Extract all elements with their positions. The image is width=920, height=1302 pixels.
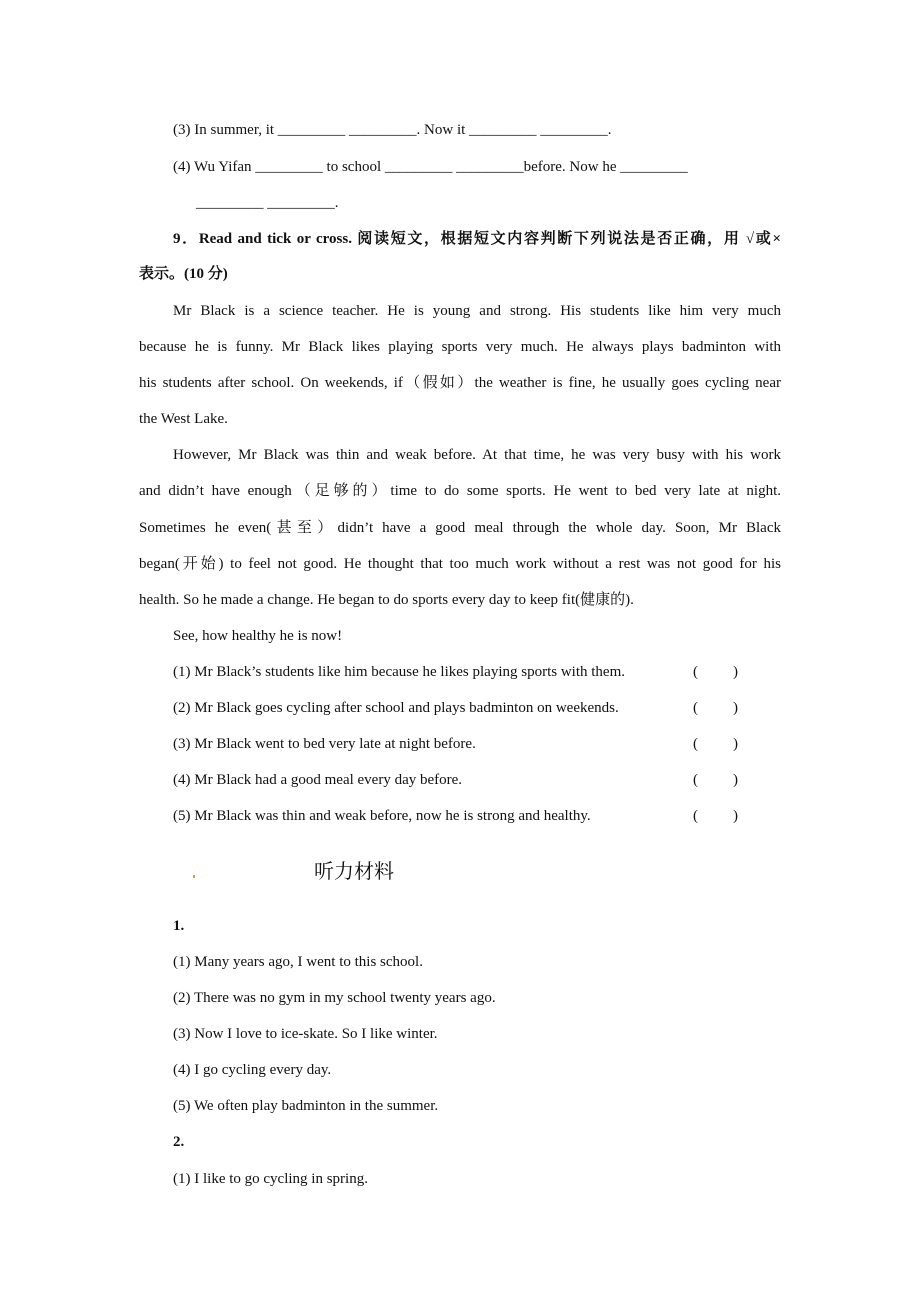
answer-blank-3[interactable] xyxy=(693,734,738,754)
fill-in-line-4-cont: _________ _________. xyxy=(196,195,339,211)
paren-close: ) xyxy=(733,700,738,716)
passage-line: Sometimes he even(甚至）didn’t have a good meal through the whole day. Soon, Mr Black xyxy=(139,520,781,536)
statement-2: (2) Mr Black goes cycling after school and plays badminton on weekends. xyxy=(173,700,619,716)
passage-line: However, Mr Black was thin and weak before. At that time, he was very busy with his work xyxy=(173,447,781,463)
passage-line: and didn’t have enough（足够的）time to do some sports. He went to bed very late at night. xyxy=(139,483,781,499)
passage-line: because he is funny. Mr Black likes playing sports very much. He always plays badminton with xyxy=(139,339,781,355)
paren-close: ) xyxy=(733,808,738,824)
paren-close: ) xyxy=(733,736,738,752)
paren-close: ) xyxy=(733,664,738,680)
question-9-heading-cont: 表示。(10 分) xyxy=(139,266,228,282)
answer-blank-2[interactable] xyxy=(693,698,738,718)
paren-open: ( xyxy=(693,664,698,680)
answer-blank-5[interactable] xyxy=(693,806,738,826)
paren-open: ( xyxy=(693,736,698,752)
answer-blank-1[interactable] xyxy=(693,662,738,682)
paren-open: ( xyxy=(693,700,698,716)
passage-line: See, how healthy he is now! xyxy=(173,628,343,644)
listening-item: (4) I go cycling every day. xyxy=(173,1062,332,1078)
statement-4: (4) Mr Black had a good meal every day before. xyxy=(173,772,463,788)
paren-open: ( xyxy=(693,808,698,824)
statement-1: (1) Mr Black’s students like him because he likes playing sports with them. xyxy=(173,664,626,680)
passage-line: health. So he made a change. He began to do sports every day to keep fit(健康的). xyxy=(139,592,634,608)
listening-item: (3) Now I love to ice-skate. So I like winter. xyxy=(173,1026,438,1042)
question-9-heading: 9．Read and tick or cross. 阅读短文，根据短文内容判断下列说法是否正确，用 √或× xyxy=(173,231,781,247)
passage-line: began(开始) to feel not good. He thought that too much work without a rest was not good for his xyxy=(139,556,781,572)
statement-3: (3) Mr Black went to bed very late at night before. xyxy=(173,736,476,752)
listening-title: 听力材料 xyxy=(314,861,394,883)
passage-line: his students after school. On weekends, if（假如）the weather is fine, he usually goes cycling near xyxy=(139,375,781,391)
listening-item: (1) I like to go cycling in spring. xyxy=(173,1171,368,1187)
fill-in-line-4: (4) Wu Yifan _________ to school _________ _________before. Now he _________ xyxy=(173,159,688,175)
passage-line: the West Lake. xyxy=(139,411,228,427)
paren-close: ) xyxy=(733,772,738,788)
listening-item: (1) Many years ago, I went to this school. xyxy=(173,954,423,970)
section-2-label: 2. xyxy=(173,1134,185,1150)
paren-open: ( xyxy=(693,772,698,788)
listening-item: (5) We often play badminton in the summer. xyxy=(173,1098,439,1114)
listening-item: (2) There was no gym in my school twenty years ago. xyxy=(173,990,496,1006)
stray-mark xyxy=(193,875,195,878)
fill-in-line-3: (3) In summer, it _________ _________. Now it _________ _________. xyxy=(173,122,612,138)
answer-blank-4[interactable] xyxy=(693,770,738,790)
section-1-label: 1. xyxy=(173,918,185,934)
statement-5: (5) Mr Black was thin and weak before, now he is strong and healthy. xyxy=(173,808,591,824)
passage-line: Mr Black is a science teacher. He is young and strong. His students like him very much xyxy=(173,303,781,319)
